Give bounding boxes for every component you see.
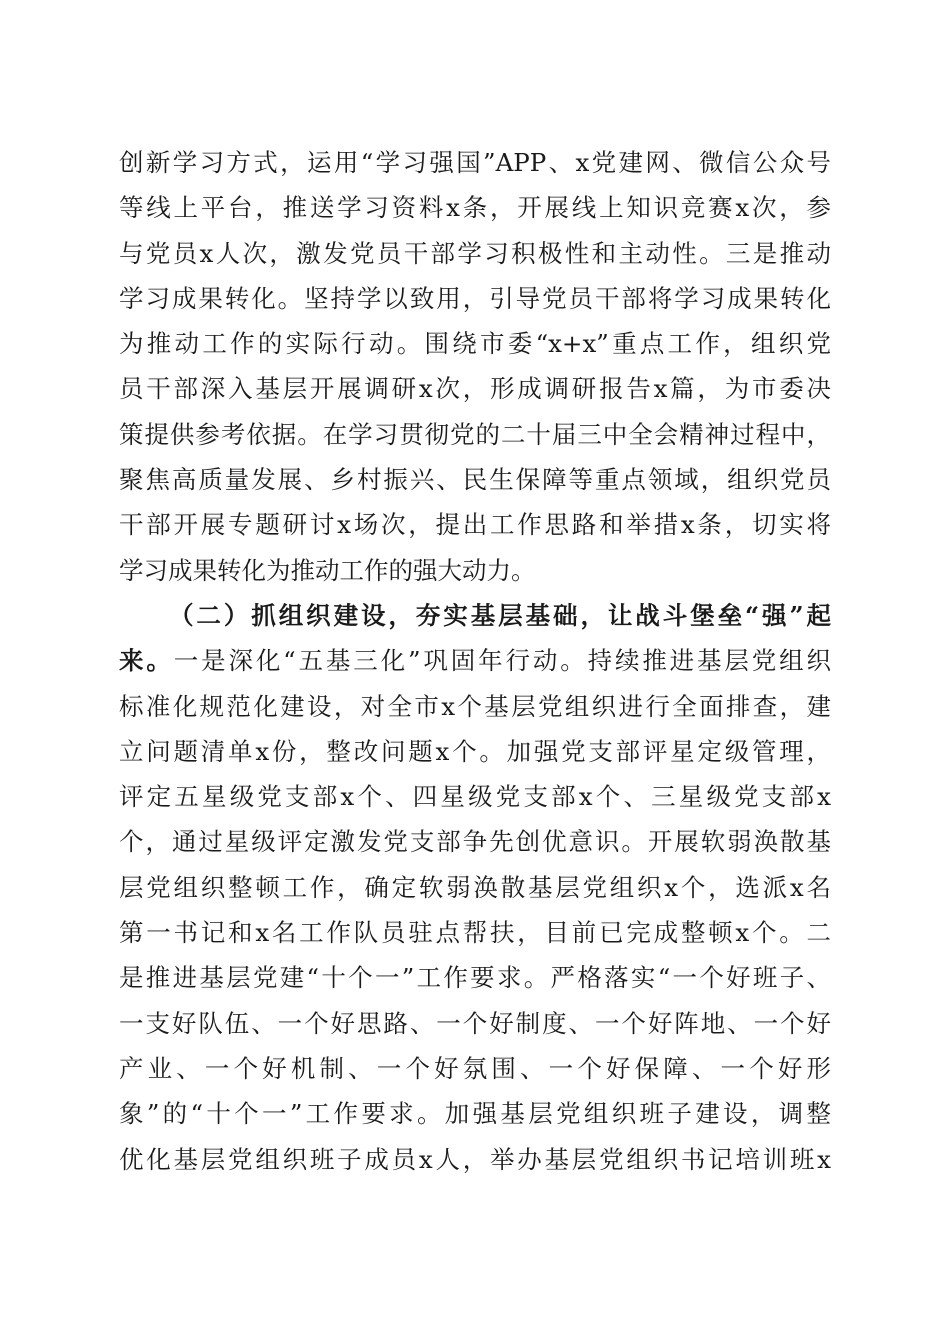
text-line: 策提供参考依据。在学习贯彻党的二十届三中全会精神过程中， [119,419,831,449]
text-line: 评定五星级党支部x个、四星级党支部x个、三星级党支部x [119,782,831,812]
paragraph-learning-methods [119,140,831,593]
text-line: 层党组织整顿工作，确定软弱涣散基层党组织x个，选派x名 [119,872,831,902]
text-line: 聚焦高质量发展、乡村振兴、民生保障等重点领域，组织党员 [119,465,831,495]
document-body [119,140,831,1182]
text-line: 学习成果转化为推动工作的强大动力。 [119,555,536,585]
text-line: 创新学习方式，运用“学习强国”APP、x党建网、微信公众号 [119,148,831,177]
text-line [119,638,831,683]
text-line: 一支好队伍、一个好思路、一个好制度、一个好阵地、一个好 [119,1008,831,1038]
text-line: 等线上平台，推送学习资料x条，开展线上知识竞赛x次，参 [119,193,831,223]
text-line: 学习成果转化。坚持学以致用，引导党员干部将学习成果转化 [119,283,831,313]
text-line: 标准化规范化建设，对全市x个基层党组织进行全面排查，建 [119,691,831,721]
text-line: 个，通过星级评定激发党支部争先创优意识。开展软弱涣散基 [119,827,831,857]
text-line: 员干部深入基层开展调研x次，形成调研报告x篇，为市委决 [119,374,831,404]
text-line-rest: 一是深化“五基三化”巩固年行动。持续推进基层党组织 [173,646,831,676]
section-heading: （二）抓组织建设，夯实基层基础，让战斗堡垒“强”起 [169,600,831,630]
paragraph-organization-building [119,593,831,1182]
text-line: 干部开展专题研讨x场次，提出工作思路和举措x条，切实将 [119,510,831,540]
text-line: 象”的“十个一”工作要求。加强基层党组织班子建设，调整 [119,1099,831,1129]
text-line: 立问题清单x份，整改问题x个。加强党支部评星定级管理， [119,736,831,766]
text-line: 与党员x人次，激发党员干部学习积极性和主动性。三是推动 [119,238,831,268]
text-line: 第一书记和x名工作队员驻点帮扶，目前已完成整顿x个。二 [119,918,831,948]
text-line: 是推进基层党建“十个一”工作要求。严格落实“一个好班子、 [119,963,831,993]
text-line: 产业、一个好机制、一个好氛围、一个好保障、一个好形 [119,1053,831,1083]
text-line: 为推动工作的实际行动。围绕市委“x+x”重点工作，组织党 [119,329,831,359]
text-line: 优化基层党组织班子成员x人，举办基层党组织书记培训班x [119,1144,831,1174]
section-heading-end: 来。 [119,646,174,676]
